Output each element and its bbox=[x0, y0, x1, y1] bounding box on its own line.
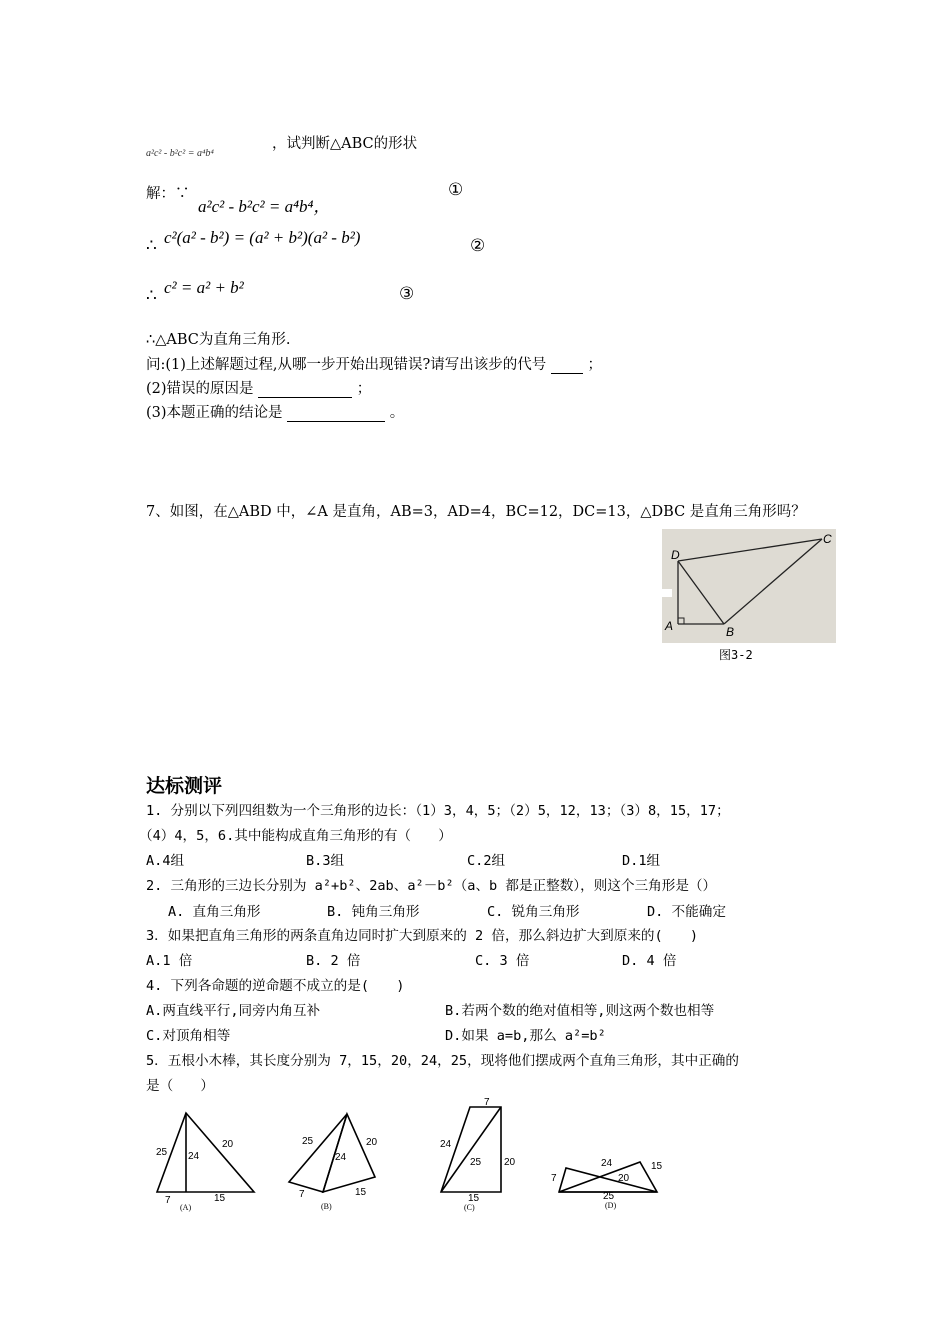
q2-option-d[interactable]: D. 不能确定 bbox=[647, 904, 726, 920]
q5-line2: 是（ ） bbox=[146, 1078, 214, 1094]
figure-d-label-20: 20 bbox=[618, 1173, 630, 1184]
figure-a-label-7: 7 bbox=[165, 1195, 171, 1206]
answer-blank-2[interactable] bbox=[258, 381, 352, 398]
figure-a[interactable] bbox=[156, 1113, 254, 1212]
q2-option-b[interactable]: B. 钝角三角形 bbox=[327, 904, 420, 920]
q4-line: 4. 下列各命题的逆命题不成立的是( ) bbox=[146, 978, 405, 994]
question2-end: ； bbox=[356, 381, 372, 397]
figure-b-right-triangle bbox=[323, 1114, 375, 1192]
therefore-symbol-2: ∴ bbox=[146, 286, 157, 306]
figure-d-label-7: 7 bbox=[551, 1173, 557, 1184]
figure-d[interactable] bbox=[551, 1158, 663, 1210]
label-b: B bbox=[726, 625, 735, 639]
problem6-prompt: ，试判断△ABC的形状 bbox=[272, 136, 418, 152]
figure-d-label-24: 24 bbox=[601, 1158, 613, 1169]
step1-marker: ① bbox=[448, 180, 464, 200]
figure-d-caption: (D) bbox=[605, 1201, 617, 1210]
q3-option-a[interactable]: A.1 倍 bbox=[146, 953, 193, 969]
figure-c-label-24: 24 bbox=[440, 1139, 452, 1150]
problem7-text: 7、如图，在△ABD 中，∠A 是直角，AB=3，AD=4，BC=12，DC=13，△DBC 是直角三角形吗？ bbox=[146, 504, 806, 520]
question1 bbox=[146, 353, 602, 374]
figure-c[interactable] bbox=[440, 1097, 516, 1212]
figure-scan-mark bbox=[662, 589, 672, 597]
q1-line2: （4）4，5，6.其中能构成直角三角形的有（ ） bbox=[139, 828, 452, 844]
figure-c-label-20: 20 bbox=[504, 1157, 516, 1168]
figure-background bbox=[662, 529, 836, 643]
figure-c-label-15: 15 bbox=[468, 1193, 480, 1204]
figure-b-label-15: 15 bbox=[355, 1187, 367, 1198]
q1-option-c[interactable]: C.2组 bbox=[467, 853, 506, 869]
q3-option-c[interactable]: C. 3 倍 bbox=[475, 953, 530, 969]
q1-option-b[interactable]: B.3组 bbox=[306, 853, 345, 869]
q5-figures bbox=[140, 1095, 680, 1220]
solution-label: 解：∵ bbox=[146, 186, 190, 202]
question3-end: 。 bbox=[389, 405, 405, 421]
q3-option-d[interactable]: D. 4 倍 bbox=[622, 953, 677, 969]
figure-b-label-7: 7 bbox=[299, 1189, 305, 1200]
label-d: D bbox=[671, 548, 680, 562]
q5-line1: 5．五根小木棒，其长度分别为 7，15，20，24，25，现将他们摆成两个直角三角形，其中正确的 bbox=[146, 1053, 739, 1069]
q2-option-a[interactable]: A. 直角三角形 bbox=[168, 904, 261, 920]
label-a: A bbox=[665, 619, 674, 633]
question1-text: 问:(1)上述解题过程,从哪一步开始出现错误?请写出该步的代号 bbox=[146, 357, 547, 373]
triangle-figure-3-2 bbox=[662, 529, 836, 643]
step1-formula: a²c² - b²c² = a⁴b⁴， bbox=[198, 197, 331, 216]
figure-a-label-24: 24 bbox=[188, 1151, 200, 1162]
figure-b-label-25: 25 bbox=[302, 1136, 314, 1147]
q1-option-d[interactable]: D.1组 bbox=[622, 853, 661, 869]
figure-a-label-20: 20 bbox=[222, 1139, 234, 1150]
figure-a-label-15: 15 bbox=[214, 1193, 226, 1204]
step3-formula: c² = a² + b² bbox=[164, 278, 244, 297]
step3-marker: ③ bbox=[399, 284, 415, 304]
question3-text: (3)本题正确的结论是 bbox=[146, 405, 283, 421]
label-c: C bbox=[823, 532, 832, 546]
q4-option-a[interactable]: A.两直线平行,同旁内角互补 bbox=[146, 1003, 321, 1019]
answer-blank-3[interactable] bbox=[287, 405, 385, 422]
q4-option-b[interactable]: B.若两个数的绝对值相等,则这两个数也相等 bbox=[445, 1003, 715, 1019]
step2-marker: ② bbox=[470, 236, 486, 256]
question2-text: (2)错误的原因是 bbox=[146, 381, 254, 397]
given-formula: a²c² - b²c² = a⁴b⁴ bbox=[146, 148, 214, 159]
q1-line1: 1. 分别以下列四组数为一个三角形的边长：（1）3，4，5；（2）5，12，13；（3）8，15，17； bbox=[146, 803, 730, 819]
q2-option-c[interactable]: C. 锐角三角形 bbox=[487, 904, 580, 920]
figure-d-label-25: 25 bbox=[603, 1191, 615, 1202]
figure-c-label-7: 7 bbox=[484, 1097, 490, 1108]
question2 bbox=[146, 377, 371, 398]
question3 bbox=[146, 401, 404, 422]
q2-line: 2. 三角形的三边长分别为 a²+b²、2ab、a²－b²（a、b 都是正整数），则这个三角形是（） bbox=[146, 878, 717, 894]
figure-b-label-20: 20 bbox=[366, 1137, 378, 1148]
figure-d-label-15: 15 bbox=[651, 1161, 663, 1172]
q1-option-a[interactable]: A.4组 bbox=[146, 853, 185, 869]
therefore-symbol-1: ∴ bbox=[146, 236, 157, 256]
q3-option-b[interactable]: B. 2 倍 bbox=[306, 953, 361, 969]
figure-b[interactable] bbox=[289, 1114, 378, 1211]
step2-formula: c²(a² - b²) = (a² + b²)(a² - b²) bbox=[164, 228, 361, 247]
figure-d-left-triangle bbox=[559, 1168, 657, 1192]
question1-end: ； bbox=[587, 357, 603, 373]
figure-c-caption: (C) bbox=[464, 1203, 475, 1212]
figure-b-label-24: 24 bbox=[335, 1152, 347, 1163]
q4-option-c[interactable]: C.对顶角相等 bbox=[146, 1028, 231, 1044]
q3-line: 3．如果把直角三角形的两条直角边同时扩大到原来的 2 倍，那么斜边扩大到原来的( ) bbox=[146, 928, 699, 944]
figure-a-caption: (A) bbox=[180, 1203, 192, 1212]
conclusion-text: ∴△ABC为直角三角形. bbox=[146, 332, 291, 348]
answer-blank-1[interactable] bbox=[551, 357, 583, 374]
section-heading: 达标测评 bbox=[146, 775, 223, 797]
q4-option-d[interactable]: D.如果 a=b,那么 a²=b² bbox=[445, 1028, 606, 1044]
figure-a-label-25: 25 bbox=[156, 1147, 168, 1158]
figure-caption-3-2: 图3-2 bbox=[719, 648, 753, 662]
figure-b-caption: (B) bbox=[321, 1202, 332, 1211]
figure-c-label-25: 25 bbox=[470, 1157, 482, 1168]
figure-a-triangle bbox=[157, 1113, 254, 1192]
